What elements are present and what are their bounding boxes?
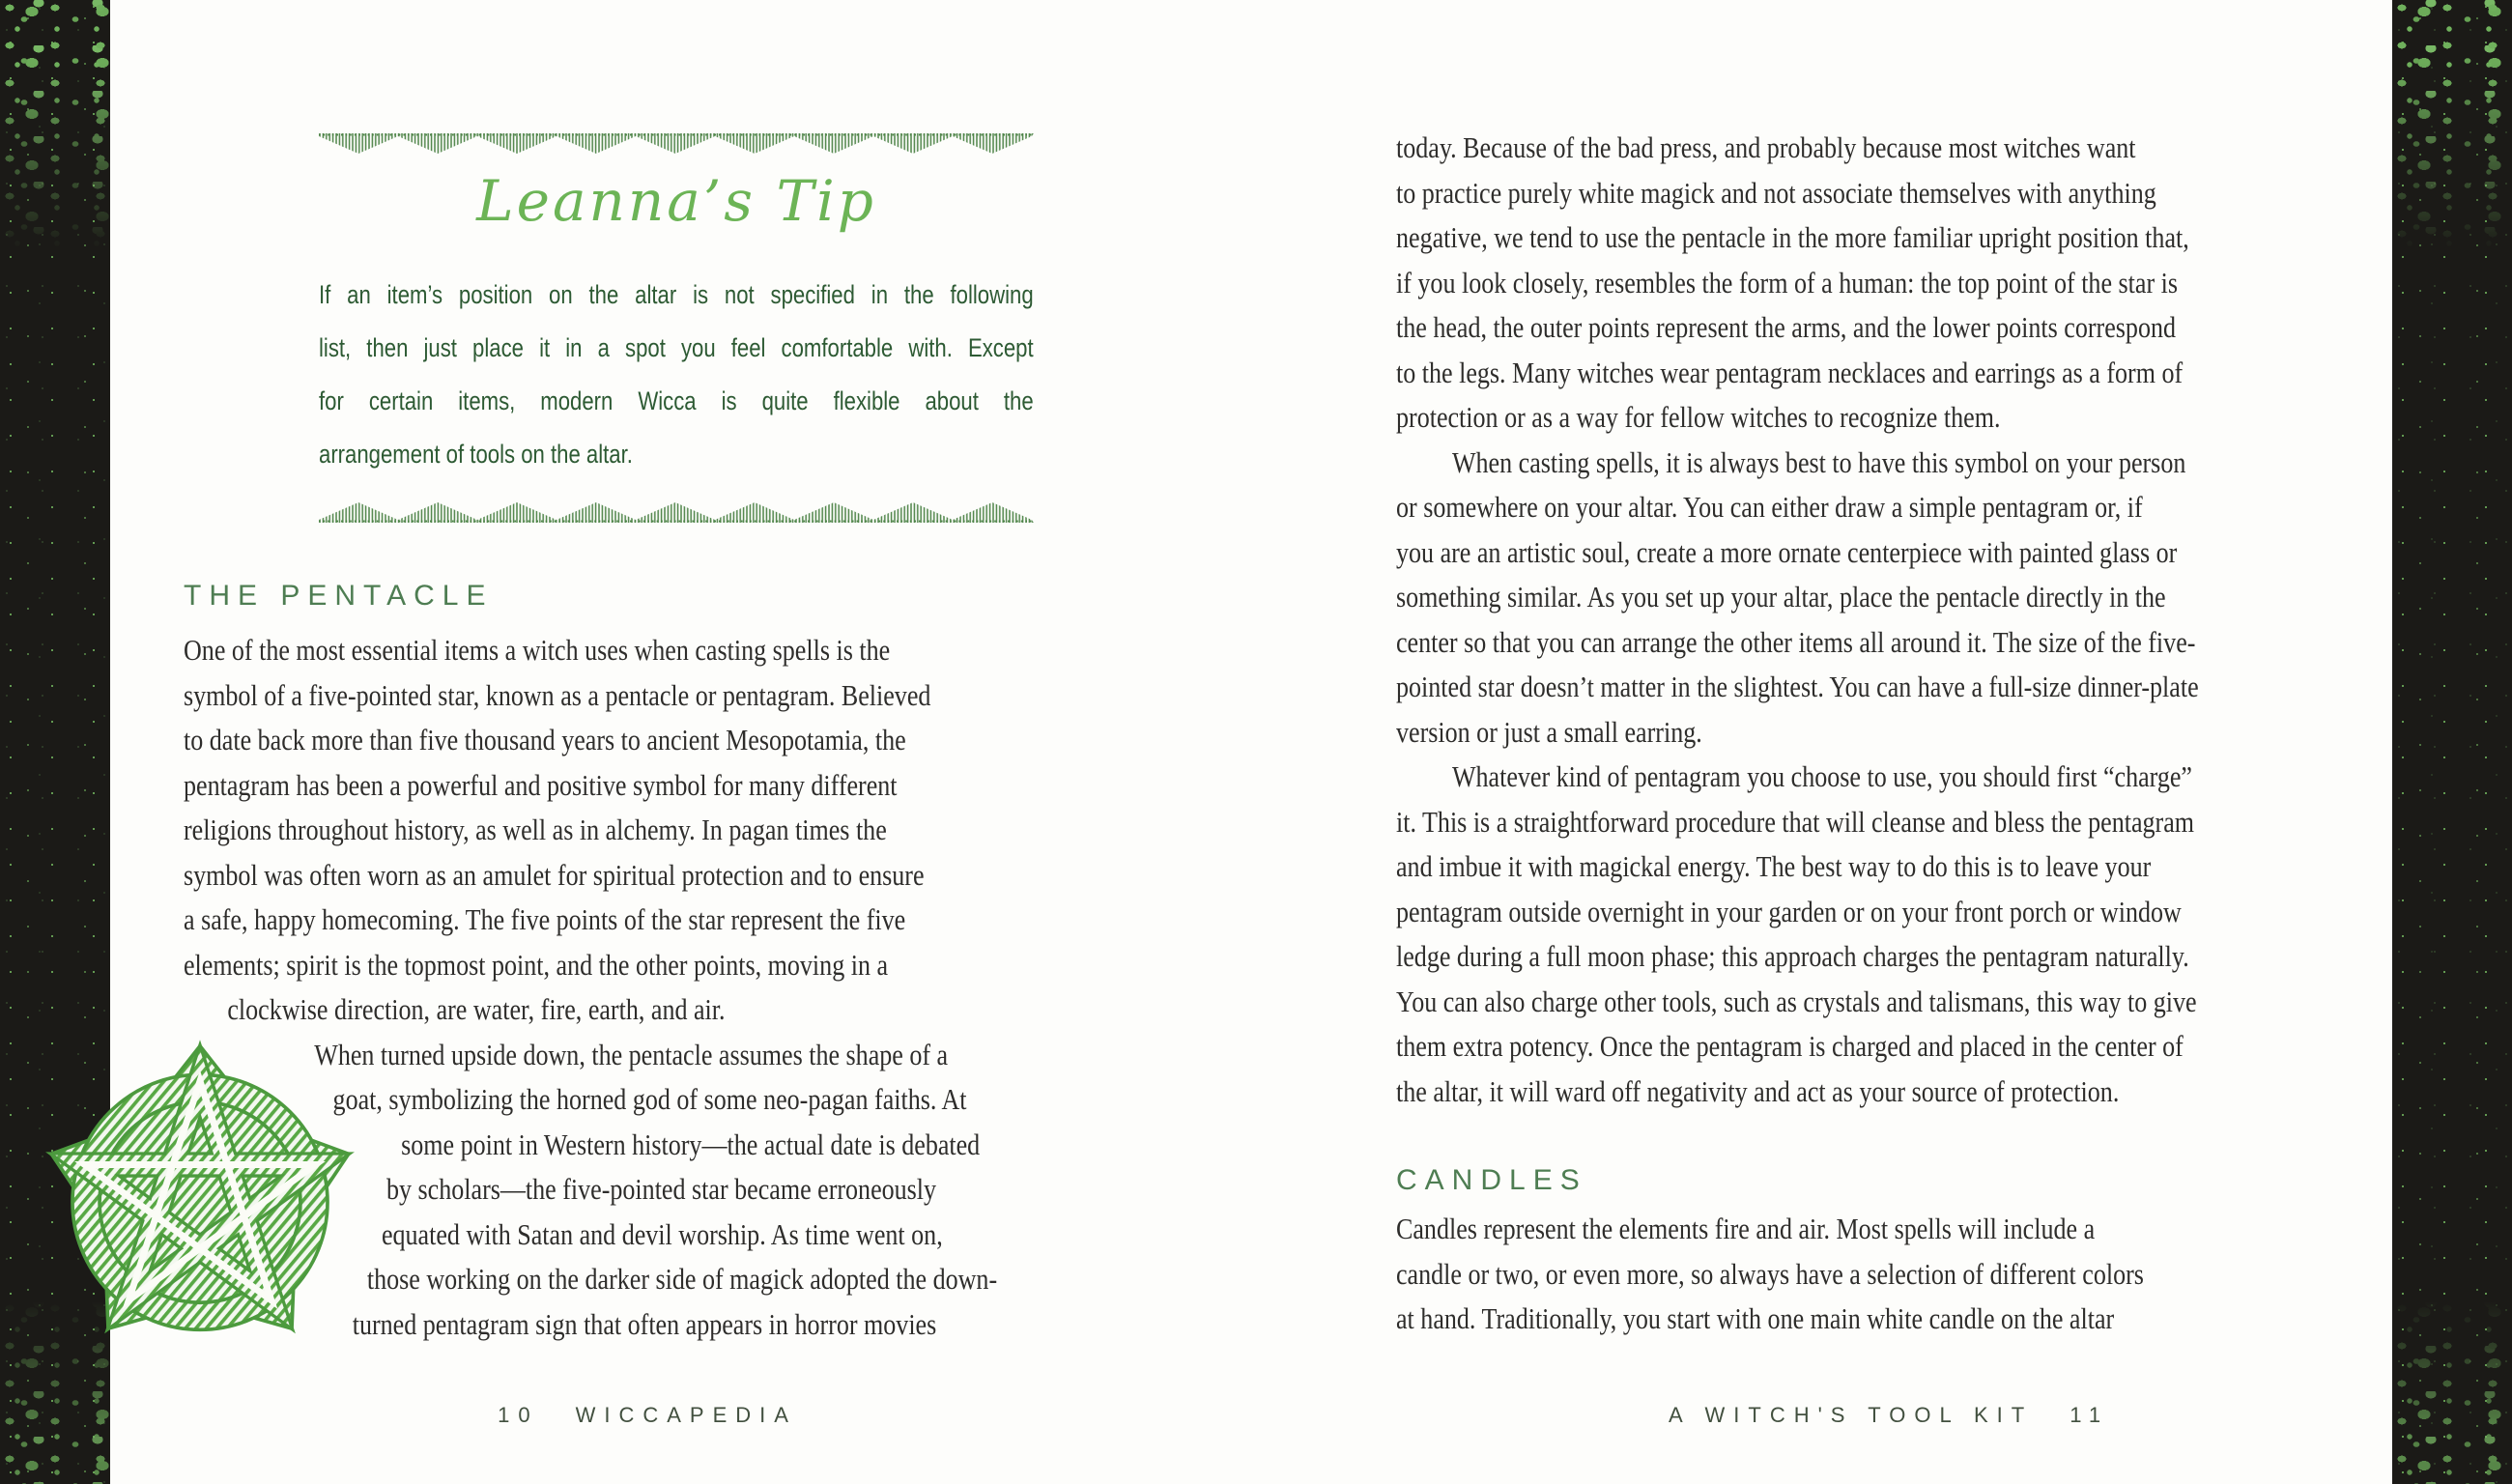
text-line: them extra potency. Once the pentagram is charged and placed in the center of (1396, 1029, 2184, 1063)
text-line: list, then just place it in a spot you feel comfortable with. Except (319, 333, 1034, 362)
page-number-right: 11 (2070, 1403, 2110, 1427)
right-page-footer (1396, 1403, 2382, 1428)
text-line: or somewhere on your altar. You can either draw a simple pentagram or, if (1396, 490, 2143, 524)
text-line: some point in Western history—the actual date is debated (401, 1127, 981, 1161)
text-line: those working on the darker side of magick adopted the down- (366, 1262, 998, 1296)
leannas-tip-box (319, 133, 1034, 529)
section-heading-candles: CANDLES (1396, 1164, 1587, 1196)
text-line: a safe, happy homecoming. The five points of the star represent the five (184, 902, 906, 936)
left-page-footer (150, 1403, 1145, 1428)
text-line: and imbue it with magickal energy. The best way to do this is to leave your (1396, 849, 2152, 883)
text-line: Candles represent the elements fire and air. Most spells will include a (1396, 1212, 2096, 1245)
text-line: for certain items, modern Wicca is quite flexible about the (319, 386, 1034, 415)
text-line: the altar, it will ward off negativity and act as your source of protection. (1396, 1073, 2120, 1108)
text-line: When casting spells, it is always best to have this symbol on your person (1451, 444, 2186, 479)
text-line: equated with Satan and devil worship. As time went on, (381, 1216, 943, 1251)
text-line: symbol of a five-pointed star, known as a pentacle or pentagram. Believed (184, 677, 931, 712)
text-line: protection or as a way for fellow witches to recognize them. (1396, 400, 2001, 434)
splatter-texture (0, 0, 110, 251)
right-page-body-text (1396, 126, 2403, 1114)
splatter-texture (2392, 0, 2512, 251)
text-line: today. Because of the bad press, and probably because most witches want (1396, 130, 2136, 164)
text-line: by scholars—the five-pointed star became erroneously (386, 1172, 937, 1206)
text-line: you are an artistic soul, create a more ornate centerpiece with painted glass or (1396, 534, 2178, 569)
text-line: to the legs. Many witches wear pentagram necklaces and earrings as a form of (1396, 355, 2184, 389)
section-heading-pentacle: THE PENTACLE (184, 580, 494, 612)
text-line: turned pentagram sign that often appears in horror movies (352, 1306, 937, 1341)
text-line: clockwise direction, are water, fire, earth, and air. (227, 992, 726, 1026)
text-line: something similar. As you set up your altar, place the pentacle directly in the (1396, 580, 2166, 614)
text-line: If an item’s position on the altar is not specified in the following (319, 280, 1034, 309)
tip-title: Leanna’s Tip (476, 168, 876, 234)
text-line: You can also charge other tools, such as crystals and talismans, this way to give (1396, 984, 2197, 1018)
pentacle-illustration (41, 1040, 359, 1358)
text-line: candle or two, or even more, so always have a selection of different colors (1396, 1256, 2144, 1291)
text-line: center so that you can arrange the other items all around it. The size of the five- (1396, 624, 2196, 659)
tip-ornament-top-icon (319, 133, 1034, 158)
text-line: at hand. Traditionally, you start with one main white candle on the altar (1396, 1301, 2115, 1335)
text-line: to date back more than five thousand years to ancient Mesopotamia, the (184, 723, 906, 756)
text-line: if you look closely, resembles the form of a human: the top point of the star is (1396, 265, 2178, 300)
tip-text (319, 269, 1034, 481)
text-line: pentagram has been a powerful and positive symbol for many different (184, 767, 898, 802)
text-line: the head, the outer points represent the arms, and the lower points correspond (1396, 310, 2177, 344)
text-line: One of the most essential items a witch uses when casting spells is the (184, 633, 891, 667)
text-line: pointed star doesn’t matter in the slightest. You can have a full-size dinner-plate (1396, 670, 2199, 703)
running-foot-book-title: WICCAPEDIA (575, 1403, 797, 1427)
text-line: ledge during a full moon phase; this approach charges the pentagram naturally. (1396, 939, 2189, 973)
text-line: to practice purely white magick and not associate themselves with anything (1396, 175, 2156, 210)
splatter-texture (2392, 1300, 2512, 1484)
tip-ornament-bottom-icon (319, 498, 1034, 523)
text-line: goat, symbolizing the horned god of some neo-pagan faiths. At (332, 1082, 967, 1116)
text-line: Whatever kind of pentagram you choose to use, you should first “charge” (1451, 759, 2192, 793)
page-edge-texture-right (2392, 0, 2512, 1484)
text-line: elements; spirit is the topmost point, and the other points, moving in a (184, 947, 889, 982)
text-line: religions throughout history, as well as in alchemy. In pagan times the (184, 813, 887, 846)
text-line: pentagram outside overnight in your garden or on your front porch or window (1396, 894, 2182, 928)
running-foot-chapter-title: A WITCH'S TOOL KIT (1668, 1403, 2034, 1427)
text-line: arrangement of tools on the altar. (319, 440, 633, 469)
text-line: it. This is a straightforward procedure that will cleanse and bless the pentagram (1396, 804, 2195, 839)
text-line: When turned upside down, the pentacle assumes the shape of a (314, 1037, 949, 1071)
text-line: negative, we tend to use the pentacle in the more familiar upright position that, (1396, 220, 2189, 254)
text-line: version or just a small earring. (1396, 714, 1702, 749)
page-number-left: 10 (498, 1403, 539, 1427)
text-line: symbol was often worn as an amulet for spiritual protection and to ensure (184, 857, 925, 892)
candles-body-text (1396, 1207, 2403, 1342)
